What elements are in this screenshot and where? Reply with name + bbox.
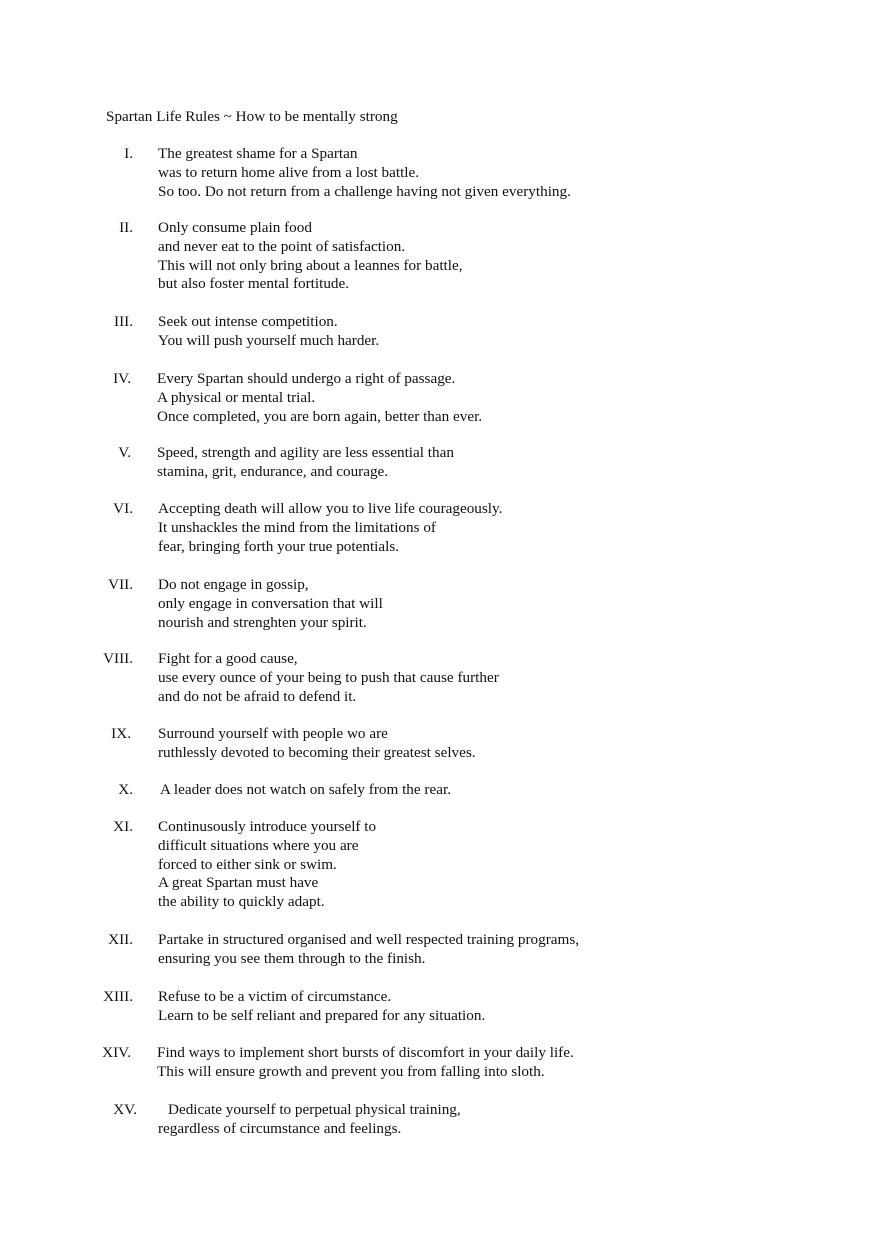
rule-line: It unshackles the mind from the limitations of bbox=[158, 518, 436, 536]
rule-text bbox=[158, 818, 376, 912]
rule-numeral: VI. bbox=[113, 500, 133, 517]
rule-numeral: V. bbox=[118, 444, 131, 461]
rule-line: was to return home alive from a lost battle. bbox=[158, 163, 420, 181]
rule-line: Continusously introduce yourself to bbox=[158, 818, 377, 835]
rule-text bbox=[158, 145, 571, 201]
rule-line: Surround yourself with people wo are bbox=[158, 725, 388, 742]
rule-text bbox=[158, 313, 379, 351]
rule-line: Only consume plain food bbox=[158, 219, 312, 236]
rule-line: A physical or mental trial. bbox=[157, 388, 316, 406]
rule-text bbox=[158, 988, 485, 1026]
rule-line: A leader does not watch on safely from the rear. bbox=[160, 781, 451, 798]
rule-text bbox=[158, 931, 579, 969]
rule-text bbox=[158, 219, 463, 294]
rule-line: only engage in conversation that will bbox=[158, 594, 383, 612]
rule-line: ensuring you see them through to the finish. bbox=[158, 949, 426, 967]
document-title: Spartan Life Rules ~ How to be mentally strong bbox=[106, 108, 398, 125]
rule-numeral: XV. bbox=[113, 1101, 137, 1118]
rule-text bbox=[158, 500, 502, 556]
rule-text bbox=[157, 370, 482, 426]
rule-numeral: VIII. bbox=[103, 650, 133, 667]
rule-line: Every Spartan should undergo a right of passage. bbox=[157, 370, 456, 387]
rule-line: Learn to be self reliant and prepared for any situation. bbox=[158, 1006, 486, 1024]
rule-line: Accepting death will allow you to live life courageously. bbox=[158, 500, 503, 517]
rule-numeral: IV. bbox=[113, 370, 131, 387]
rule-line: A great Spartan must have bbox=[158, 874, 319, 892]
rule-text bbox=[160, 781, 451, 800]
rule-numeral: VII. bbox=[108, 576, 133, 593]
rule-line: and do not be afraid to defend it. bbox=[158, 687, 357, 705]
rule-line: and never eat to the point of satisfaction. bbox=[158, 237, 406, 255]
rule-text bbox=[158, 576, 383, 632]
rule-line: ruthlessly devoted to becoming their greatest selves. bbox=[158, 743, 476, 761]
rule-line: difficult situations where you are bbox=[158, 836, 359, 854]
rule-numeral: XIV. bbox=[102, 1044, 131, 1061]
rule-line: Refuse to be a victim of circumstance. bbox=[158, 988, 392, 1005]
rule-line: but also foster mental fortitude. bbox=[158, 275, 350, 293]
rule-text bbox=[158, 1101, 461, 1139]
rule-numeral: I. bbox=[124, 145, 133, 162]
rule-line: Do not engage in gossip, bbox=[158, 576, 309, 593]
rule-line: fear, bringing forth your true potentials. bbox=[158, 537, 400, 555]
rule-line: This will ensure growth and prevent you from falling into sloth. bbox=[157, 1062, 545, 1080]
rule-line: Find ways to implement short bursts of discomfort in your daily life. bbox=[157, 1044, 574, 1061]
rule-line: Seek out intense competition. bbox=[158, 313, 338, 330]
rule-text bbox=[158, 725, 476, 763]
rule-text bbox=[158, 650, 499, 706]
rule-numeral: XI. bbox=[113, 818, 133, 835]
rule-text bbox=[157, 1044, 574, 1082]
rule-line: Fight for a good cause, bbox=[158, 650, 298, 667]
rule-line: You will push yourself much harder. bbox=[158, 331, 380, 349]
rule-line: Partake in structured organised and well respected training programs, bbox=[158, 931, 580, 948]
rule-numeral: XIII. bbox=[103, 988, 133, 1005]
rule-numeral: III. bbox=[114, 313, 133, 330]
rule-line: Once completed, you are born again, better than ever. bbox=[157, 407, 483, 425]
rule-line: Speed, strength and agility are less essential than bbox=[157, 444, 454, 461]
rule-numeral: XII. bbox=[108, 931, 133, 948]
rule-numeral: II. bbox=[119, 219, 133, 236]
rule-line: regardless of circumstance and feelings. bbox=[158, 1119, 402, 1137]
rule-line: The greatest shame for a Spartan bbox=[158, 145, 358, 162]
rule-line: forced to either sink or swim. bbox=[158, 855, 337, 873]
rule-line: Dedicate yourself to perpetual physical training, bbox=[168, 1101, 461, 1118]
rule-line: nourish and strenghten your spirit. bbox=[158, 613, 367, 631]
rule-line: So too. Do not return from a challenge having not given everything. bbox=[158, 182, 571, 200]
rule-numeral: X. bbox=[118, 781, 133, 798]
rule-line: use every ounce of your being to push that cause further bbox=[158, 668, 499, 686]
rule-line: This will not only bring about a leannes for battle, bbox=[158, 256, 463, 274]
rule-text bbox=[157, 444, 454, 482]
rule-line: the ability to quickly adapt. bbox=[158, 893, 325, 911]
rule-line: stamina, grit, endurance, and courage. bbox=[157, 462, 389, 480]
rule-numeral: IX. bbox=[111, 725, 131, 742]
